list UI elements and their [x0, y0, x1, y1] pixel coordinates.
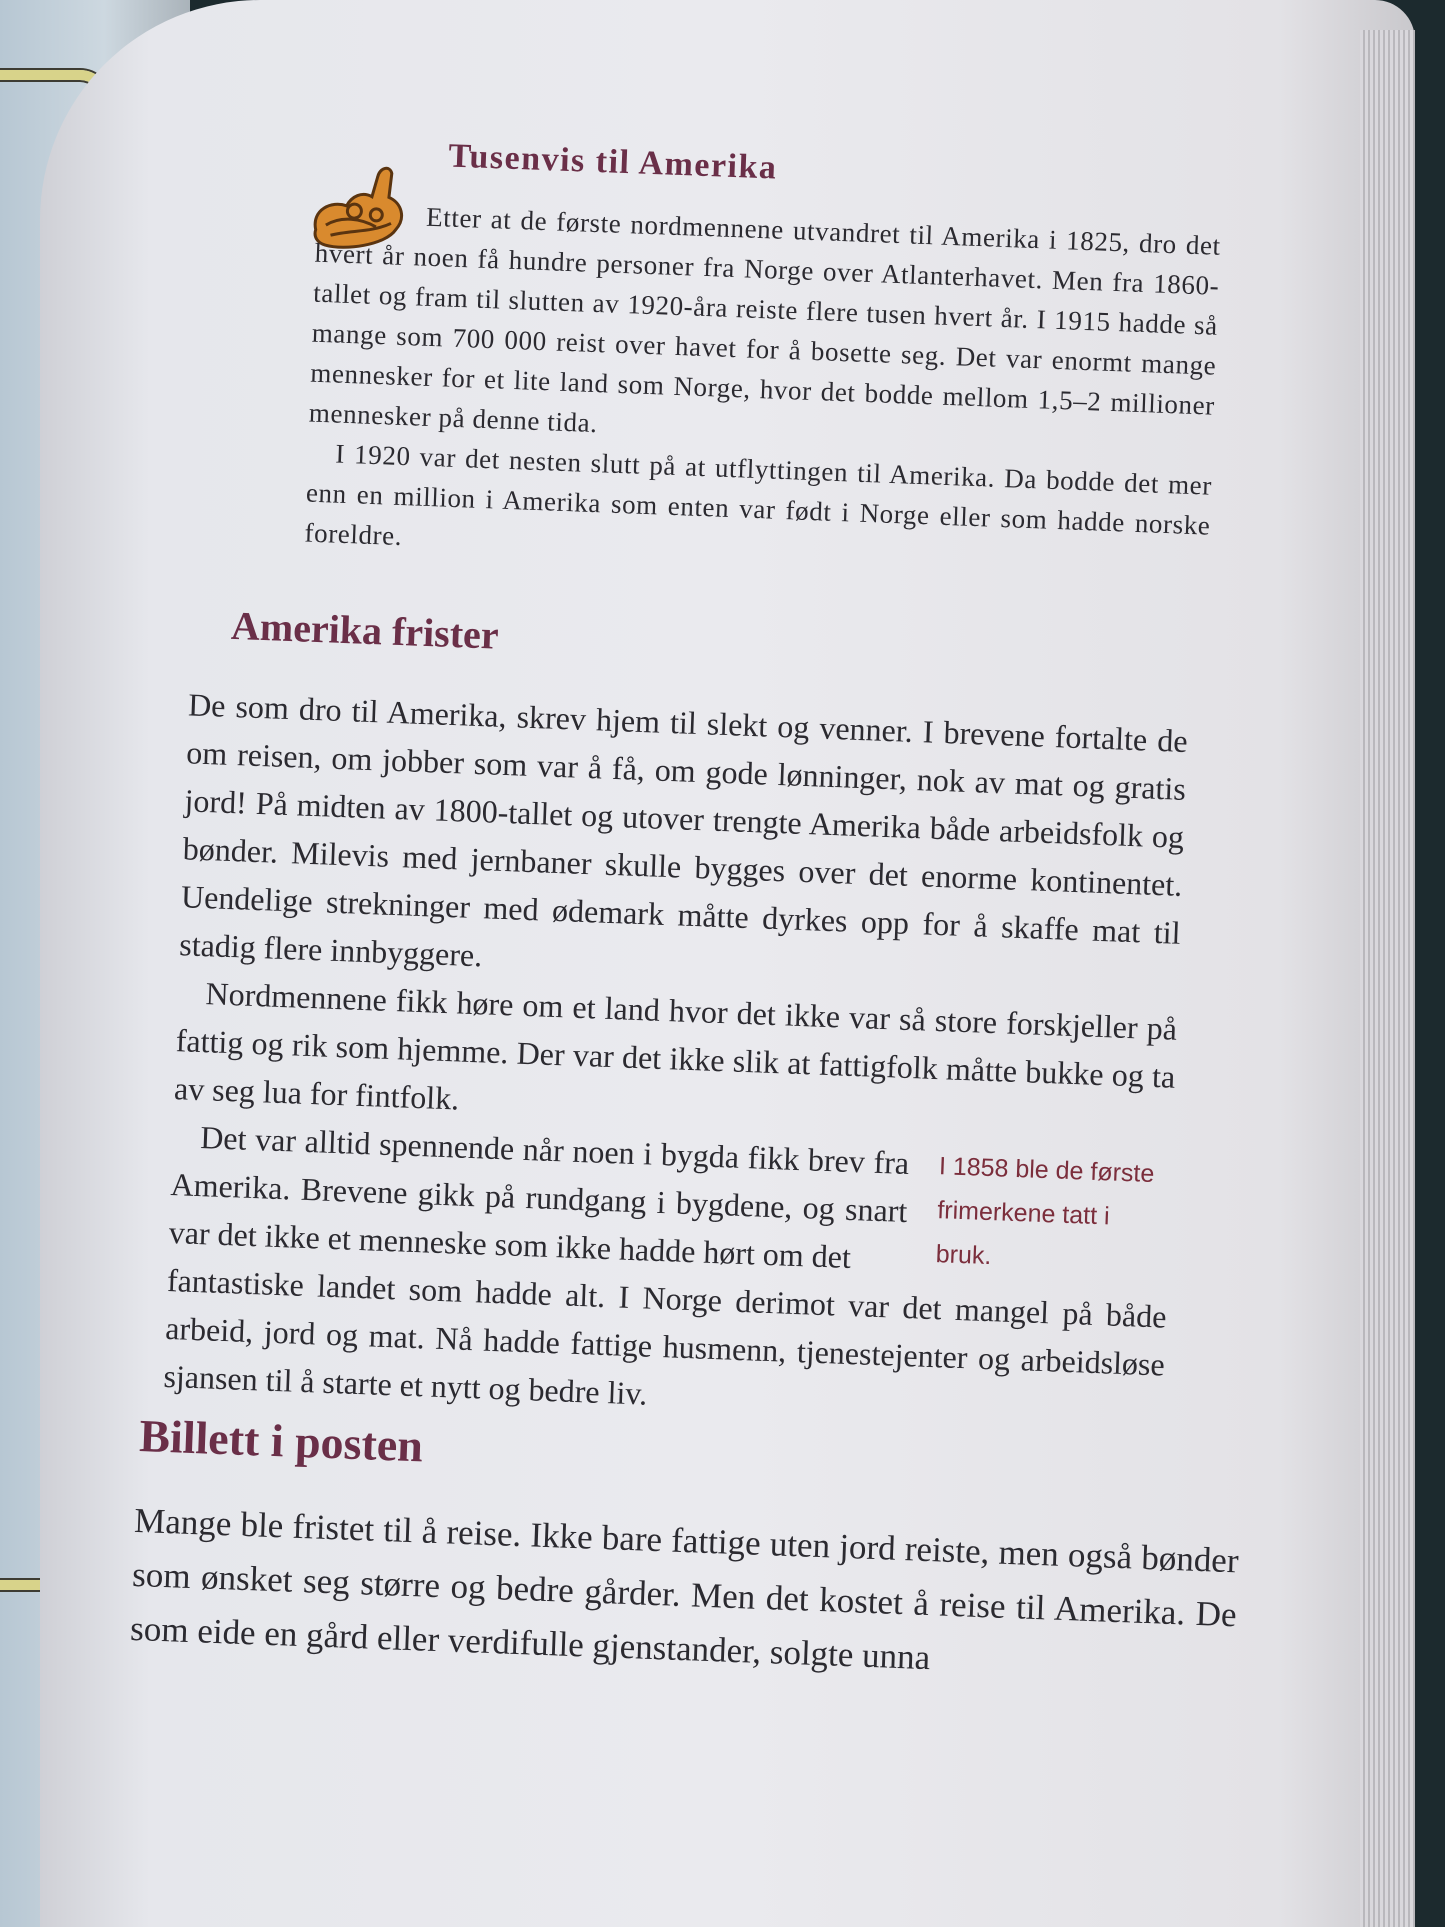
side-note: I 1858 ble de første frimerkene tatt i bruk. — [935, 1152, 1155, 1271]
section-title-amerika-frister: Amerika frister — [230, 602, 500, 658]
page-edges — [1360, 30, 1415, 1927]
paragraph: I 1920 var det nesten slutt på at utflyttingen til Amerika. Da bodde det mer enn en million i Amerika som enten var født i Norge eller som hadde norske foreldre. — [304, 438, 1213, 552]
section-title-tusenvis: Tusenvis til Amerika — [447, 137, 779, 187]
intro-text — [304, 193, 1222, 586]
paragraph: fantastiske landet som hadde alt. I Norge derimot var det mangel på både arbeid, jord og mat. Nå hadde fattige husmenn, tjenestejenter og arbeidsløse sjansen til å starte et nytt og bedre liv. — [162, 1261, 1168, 1412]
paragraph: Nordmennene fikk høre om et land hvor det ikke var så store forskjeller på fattig og rik som hjemme. Der var det ikke slik at fattigfolk måtte bukke og ta av seg lua for fintfolk. — [173, 975, 1178, 1117]
paragraph: Mange ble fristet til å reise. Ikke bare fattige uten jord reiste, men også bønder som ønsket seg større og bedre gårder. Men det kostet å reise til Amerika. De som eide en gård eller verdifulle gjenstander, solgte unna — [129, 1500, 1240, 1678]
paragraph: Det var alltid spennende når noen i bygda fikk brev fra Amerika. Brevene gikk på rundgang i bygdene, og snart var det ikke et menneske som ikke hadde hørt om det — [168, 1119, 910, 1275]
section-title-billett: Billett i posten — [138, 1410, 424, 1472]
text-block — [129, 110, 1319, 1678]
paragraph: De som dro til Amerika, skrev hjem til slekt og venner. I brevene fortalte de om reisen, om jobber som var å få, om gode lønninger, nok av mat og gratis jord! På midten av 1800-tallet og utover trengte Amerika både arbeidsfolk og bønder. Milevis med jernbaner skulle bygges over det enorme kontinentet. Uendelige strekninger med ødemark måtte dyrkes opp for å skaffe mat til stadig flere innbyggere. — [178, 686, 1189, 974]
main-text — [163, 680, 1189, 1436]
paragraph: Etter at de første nordmennene utvandret til Amerika i 1825, dro det hvert år noen få hundre personer fra Norge over Atlanterhavet. Men fra 1860-tallet og fram til slutten av 1920-åra reiste flere tusen hvert år. I 1915 hadde så mange som 700 000 reist over havet for å bosette seg. Det var enormt mange mennesker for et lite land som Norge, hvor det bodde mellom 1,5–2 millioner mennesker på denne tida. — [308, 201, 1222, 439]
book-page — [40, 0, 1415, 1927]
